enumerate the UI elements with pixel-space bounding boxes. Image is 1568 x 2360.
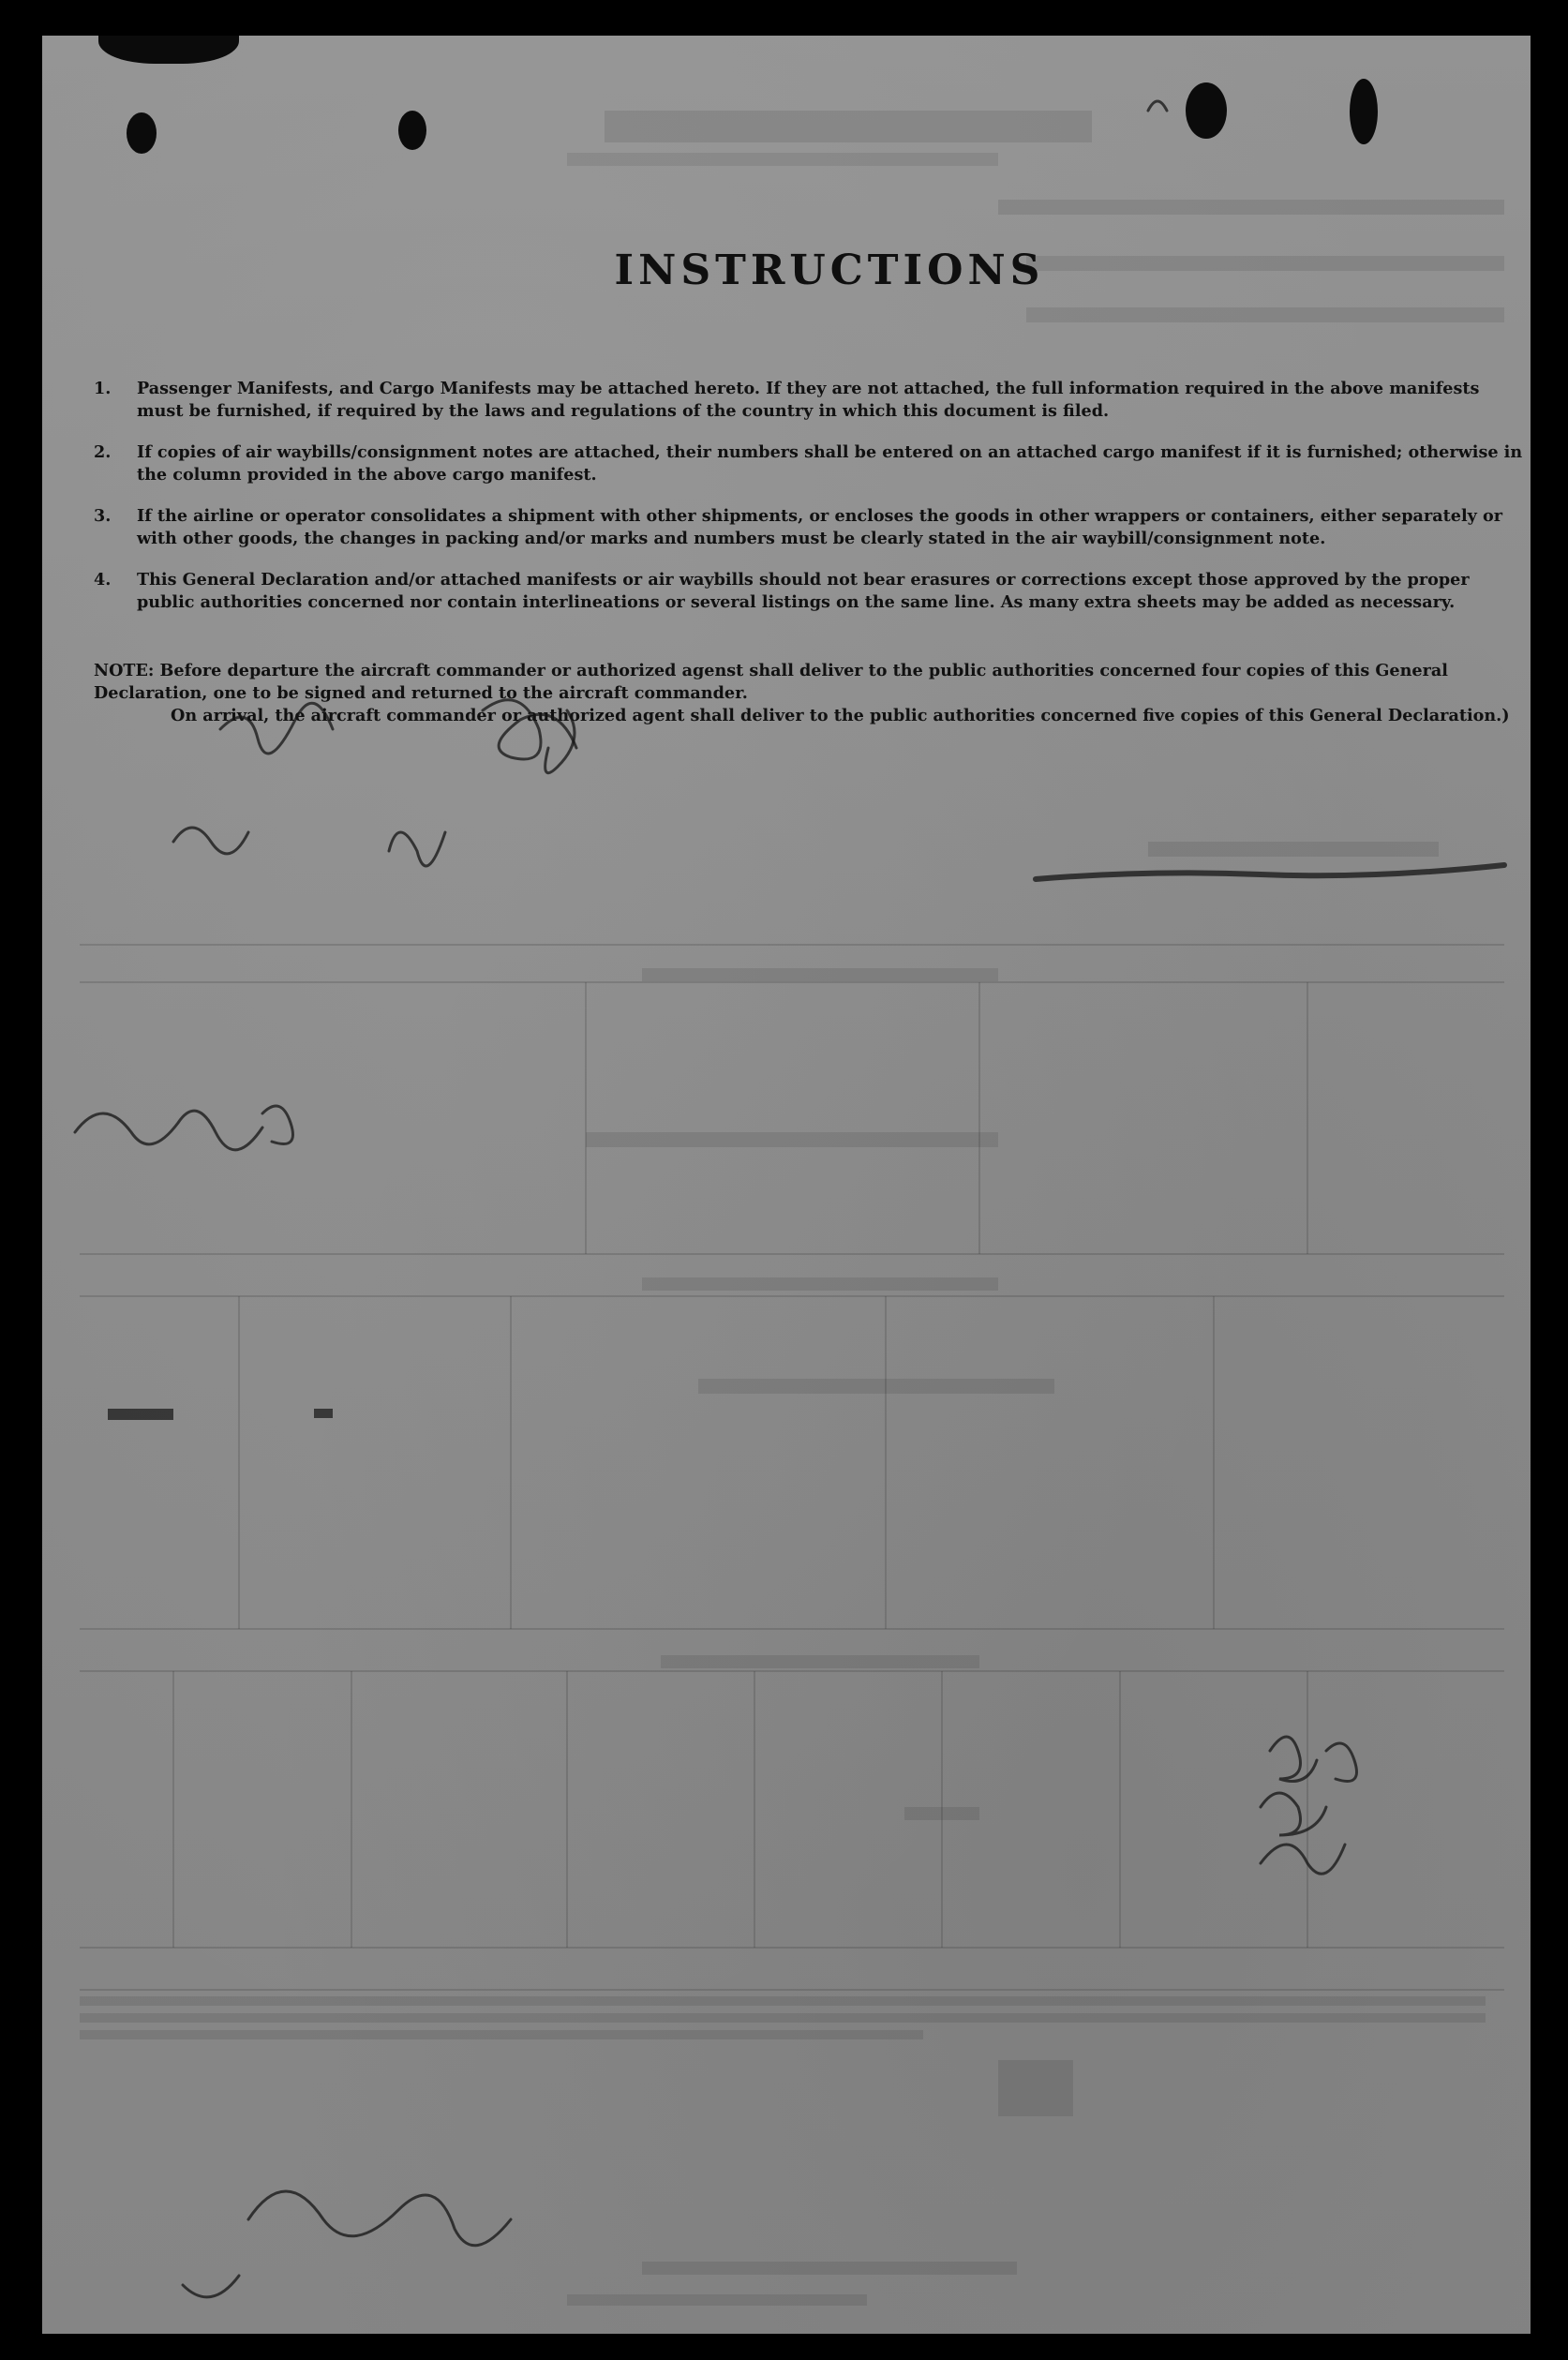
instruction-number: 4. (94, 570, 112, 590)
handwritten-marks (42, 36, 1531, 2334)
note-text-1: Before departure the aircraft commander or authorized agenst shall deliver to the public authorities concerned four copies of this General Declaration, one to be signed and returned to the aircraft commander. (94, 661, 1448, 703)
instruction-text: If the airline or operator consolidates a shipment with other shipments, or encloses the goods in other wrappers or containers, either separately or with other goods, the changes in packing and/or marks and numbers must be clearly stated in the air waybill/consignment note. (137, 506, 1502, 548)
document-sheet (42, 36, 1531, 2334)
note-label: NOTE: (94, 661, 155, 680)
instructions-heading: INSTRUCTIONS (614, 246, 1045, 294)
instruction-text: Passenger Manifests, and Cargo Manifests may be attached hereto. If they are not attached, the full information required in the above manifests must be furnished, if required by the laws and regulations of the country in which this document is filed. (137, 379, 1480, 421)
instruction-number: 1. (94, 379, 112, 398)
instruction-number: 2. (94, 442, 112, 462)
instruction-number: 3. (94, 506, 112, 526)
note-text-2: On arrival, the aircraft commander or authorized agent shall deliver to the public authorities concerned five copies of this General Declaration.) (171, 706, 1510, 725)
instruction-text: This General Declaration and/or attached manifests or air waybills should not bear erasures or corrections except those approved by the proper public authorities concerned nor contain interlineations or several listings on the same line. As many extra sheets may be added as necessary. (137, 570, 1470, 612)
instruction-text: If copies of air waybills/consignment notes are attached, their numbers shall be entered on an attached cargo manifest if it is furnished; otherwise in the column provided in the above cargo manifest. (137, 442, 1523, 485)
